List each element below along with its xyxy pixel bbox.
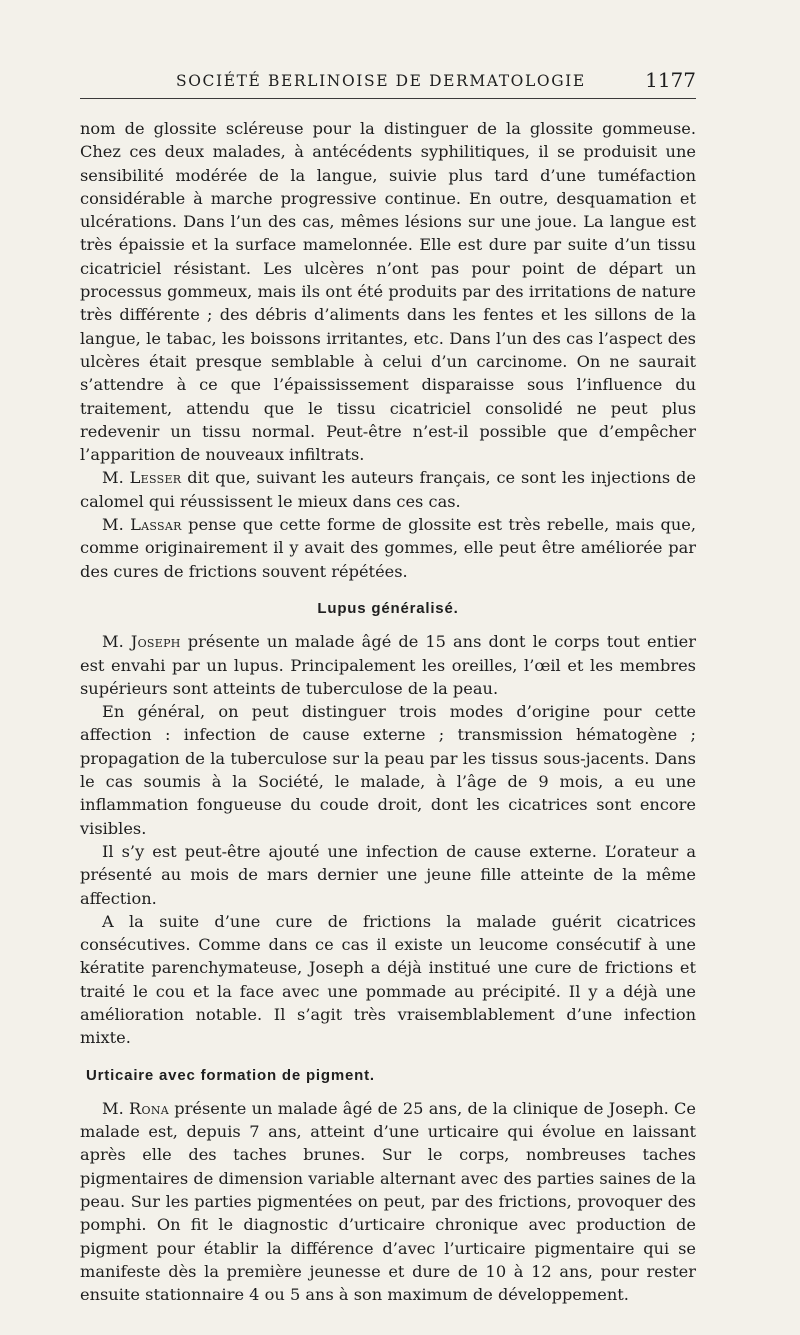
speaker-prefix: M. bbox=[102, 1098, 124, 1118]
speaker-name-lassar: Lassar bbox=[130, 515, 182, 535]
paragraph-lassar bbox=[80, 513, 696, 583]
paragraph-frictions-cure: A la suite d’une cure de frictions la malade guérit cicatrices consécutives. Comme dans ce cas il existe un leucome consécutif à une kératite parenchymateuse, Joseph a déjà institué une cure de frictions et traité le cou et la face avec une pommade au précipité. Il y a déjà une amélioration notable. Il s’agit très vraisemblablement d’une infection mixte. bbox=[80, 911, 696, 1048]
speaker-name-rona: Rona bbox=[129, 1098, 169, 1118]
paragraph-external-infection: Il s’y est peut-être ajouté une infection de cause externe. L’orateur a présenté au mois de mars dernier une jeune fille atteinte de la même affection. bbox=[80, 841, 696, 908]
paragraph-lesser-text: dit que, suivant les auteurs français, ce sont les injections de calomel qui réussissent le mieux dans ces cas. bbox=[80, 468, 696, 511]
paragraph-lassar-text: pense que cette forme de glossite est très rebelle, mais que, comme originairement il y avait des gommes, elle peut être améliorée par des cures de frictions souvent répétées. bbox=[80, 515, 696, 581]
paragraph-glossite-continuation: nom de glossite scléreuse pour la distinguer de la glossite gommeuse. Chez ces deux malades, à antécédents syphilitiques, il se produisit une sensibilité modérée de la langue, suivie plus tard d’une tuméfaction considérable à marche progressive continue. En outre, desquamation et ulcérations. Dans l’un des cas, mêmes lésions sur une joue. La langue est très épaissie et la surface mamelonnée. Elle est dure par suite d’un tissu cicatriciel résistant. Les ulcères n’ont pas pour point de départ un processus gommeux, mais ils ont été produits par des irritations de nature très différente ; des débris d’aliments dans les fentes et les sillons de la langue, le tabac, les boissons irritantes, etc. Dans l’un des cas l’aspect des ulcères était presque semblable à celui d’un carcinome. On ne saurait s’attendre à ce que l’épaississement disparaisse sous l’influence du traitement, attendu que le tissu cicatriciel consolidé ne peut plus redevenir un tissu normal. Peut-être n’est-il possible que d’empêcher l’apparition de nouveaux infiltrats. bbox=[80, 119, 696, 465]
speaker-prefix: M. bbox=[102, 632, 124, 652]
speaker-name-joseph: Joseph bbox=[130, 632, 181, 652]
page-body bbox=[80, 117, 696, 1307]
paragraph-rona-text: présente un malade âgé de 25 ans, de la clinique de Joseph. Ce malade est, depuis 7 ans, atteint d’une urticaire qui évolue en laissant après elle des taches brunes. Sur le corps, nombreuses taches pigmentaires de dimension variable alternant avec des parties saines de la peau. Sur les parties pigmentées on peut, par des frictions, provoquer des pomphi. On fit le diagnostic d’urticaire chronique avec production de pigment pour établir la différence d’avec l’urticaire pigmentaire qui se manifeste dès la première jeunesse et dure de 10 à 12 ans, pour rester ensuite stationnaire 4 ou 5 ans à son maximum de développement. bbox=[80, 1098, 696, 1305]
running-header bbox=[80, 68, 696, 99]
paragraph-origin-modes: En général, on peut distinguer trois modes d’origine pour cette affection : infection de cause externe ; transmission hématogène ; propagation de la tuberculose sur la peau par les tissus sous-jacents. Dans le cas soumis à la Société, le malade, à l’âge de 9 mois, a eu une inflammation fongueuse du coude droit, dont les cicatrices sont encore visibles. bbox=[80, 702, 696, 838]
paragraph-joseph-text: présente un malade âgé de 15 ans dont le corps tout entier est envahi par un lupus. Principalement les oreilles, l’œil et les membres supérieurs sont atteints de tuberculose de la peau. bbox=[80, 632, 696, 698]
paragraph-lesser bbox=[80, 466, 696, 513]
speaker-prefix: M. bbox=[102, 468, 124, 488]
paragraph-rona bbox=[80, 1097, 696, 1307]
running-title: SOCIÉTÉ BERLINOISE DE DERMATOLOGIE bbox=[176, 72, 586, 90]
page-number: 1177 bbox=[645, 68, 696, 92]
speaker-name-lesser: Lesser bbox=[129, 468, 182, 488]
speaker-prefix: M. bbox=[102, 515, 124, 535]
section-title-lupus: Lupus généralisé. bbox=[317, 599, 459, 617]
section-title-urticaire: Urticaire avec formation de pigment. bbox=[86, 1066, 375, 1084]
paragraph-joseph bbox=[80, 630, 696, 700]
